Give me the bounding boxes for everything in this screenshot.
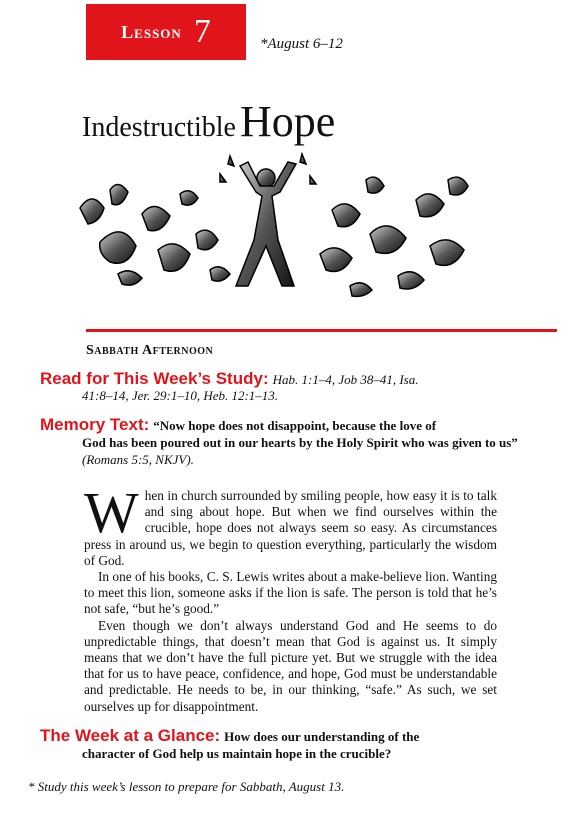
memory-text-line2-content: God has been poured out in our hearts by the Holy Spirit who was given to us” — [82, 435, 518, 450]
memory-text-line2 — [40, 434, 542, 468]
drop-cap: W — [84, 480, 139, 545]
memory-text-line1: “Now hope does not disappoint, because the love of — [153, 418, 437, 433]
read-label: Read for This Week’s Study: — [40, 369, 269, 388]
paragraph-1-text: hen in church surrounded by smiling people, how easy it is to talk and sing about hope. But when we find ourselves within the crucible, hope does not always seem so easy. As circumstances press in around us, we begin to question everything, particularly the wisdom of God. — [84, 488, 497, 568]
memory-label: Memory Text: — [40, 415, 150, 434]
week-glance-section — [40, 727, 540, 762]
paragraph-2: In one of his books, C. S. Lewis writes about a make-believe lion. Wanting to meet this lion, someone asks if the lion is safe. The person is told that he’s not safe, “but he’s good.” — [84, 569, 497, 617]
memory-citation: (Romans 5:5, NKJV). — [82, 452, 194, 467]
week-question-line1: How does our understanding of the — [224, 729, 420, 744]
week-question-line2: character of God help us maintain hope in the crucible? — [82, 746, 392, 761]
title-big-word: Hope — [239, 97, 336, 146]
read-section — [40, 371, 540, 404]
body-text — [84, 480, 497, 715]
page-title — [82, 96, 335, 147]
figures-in-fire-illustration — [70, 150, 480, 300]
footnote: * Study this week’s lesson to prepare for Sabbath, August 13. — [28, 779, 345, 794]
paragraph-3: Even though we don’t always understand God and He seems to do unpredictable things, that doesn’t mean that God is against us. It simply means that we don’t have the full picture yet. But we struggle with the idea that for us to have peace, confidence, and hope, God must be understandable and predictable. He needs to be, in our thinking, “safe.” As such, we set ourselves up for disappointment. — [84, 617, 497, 714]
read-refs-line2: 41:8–14, Jer. 29:1–10, Heb. 12:1–13. — [82, 388, 279, 403]
section-heading: Sabbath Afternoon — [86, 343, 214, 358]
title-small-word: Indestructible — [82, 112, 236, 143]
lesson-date: *August 6–12 — [260, 36, 343, 52]
week-label: The Week at a Glance: — [40, 726, 221, 745]
memory-section — [40, 416, 542, 468]
lesson-number: 7 — [193, 13, 211, 50]
read-refs-line1: Hab. 1:1–4, Job 38–41, Isa. — [272, 372, 419, 387]
lesson-badge — [86, 4, 246, 60]
paragraph-1 — [84, 480, 497, 569]
section-divider — [86, 329, 557, 332]
lesson-label: Lesson — [121, 21, 182, 42]
